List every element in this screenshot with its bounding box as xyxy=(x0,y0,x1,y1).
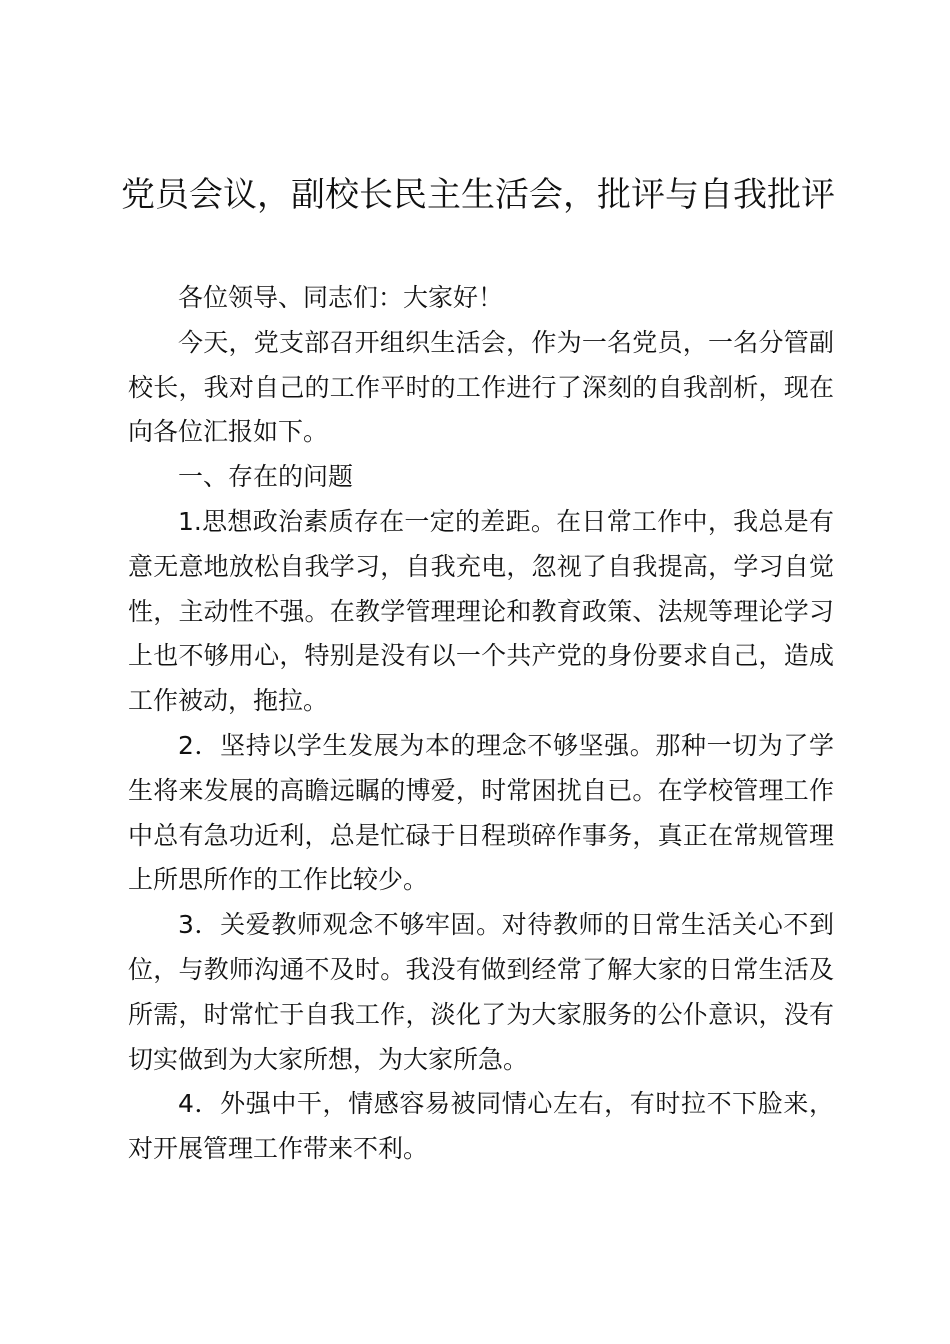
intro-paragraph: 今天，党支部召开组织生活会，作为一名党员，一名分管副校长，我对自己的工作平时的工作进行了深刻的自我剖析，现在向各位汇报如下。 xyxy=(128,327,834,447)
section-heading: 一、存在的问题 xyxy=(178,462,354,492)
issue-paragraph-3: 3．关爱教师观念不够牢固。对待教师的日常生活关心不到位，与教师沟通不及时。我没有做到经常了解大家的日常生活及所需，时常忙于自我工作，淡化了为大家服务的公仆意识，没有切实做到为大家所想，为大家所急。 xyxy=(128,910,834,1074)
document-body xyxy=(128,276,834,1172)
issue-paragraph-2: 2．坚持以学生发展为本的理念不够坚强。那种一切为了学生将来发展的高瞻远瞩的博爱，时常困扰自已。在学校管理工作中总有急功近利，总是忙碌于日程琐碎作事务，真正在常规管理上所思所作的工作比较少。 xyxy=(128,730,834,895)
issue-paragraph-4: 4．外强中干，情感容易被同情心左右，有时拉不下脸来，对开展管理工作带来不利。 xyxy=(128,1089,834,1164)
document-title: 党员会议，副校长民主生活会，批评与自我批评 xyxy=(121,175,835,215)
greeting-paragraph: 各位领导、同志们：大家好！ xyxy=(178,283,504,312)
issue-paragraph-1: 1.思想政治素质存在一定的差距。在日常工作中，我总是有意无意地放松自我学习，自我充电，忽视了自我提高，学习自觉性，主动性不强。在教学管理理论和教育政策、法规等理论学习上也不够用心，特别是没有以一个共产党的身份要求自己，造成工作被动，拖拉。 xyxy=(128,506,834,716)
